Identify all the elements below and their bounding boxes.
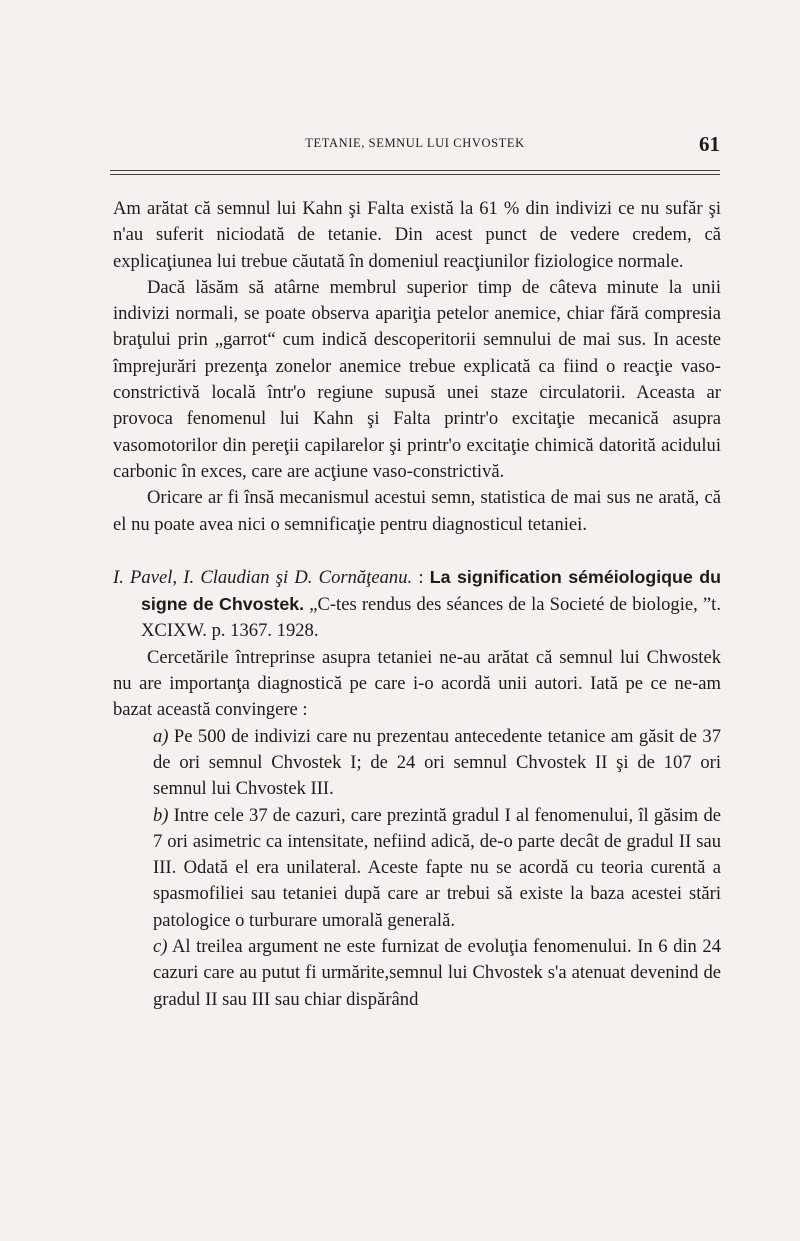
running-title: TETANIE, SEMNUL LUI CHVOSTEK (305, 136, 525, 150)
paragraph: Dacă lăsăm să atârne membrul superior timp de câteva minute la unii indivizi normali, se poate observa apariţia petelor anemice, chiar fără compresia braţului prin „garrot“ cum indică descoperitorii semnului de mai sus. In aceste împrejurări prezenţa zonelor anemice trebue explicată ca fiind o reacţie vaso-constrictivă locală într'o regiune supusă unei staze circulatorii. Aceasta ar provoca fenomenul lui Kahn şi Falta printr'o excitaţie mecanică asupra vasomotorilor din pereţii capilarelor şi printr'o excitaţie chimică datorită acidului carbonic în exces, care are acţiune vaso-constrictivă. (113, 276, 721, 482)
section-gap (113, 538, 721, 564)
bibliographic-reference (113, 564, 721, 645)
list-item (113, 934, 721, 1013)
list-item (113, 803, 721, 934)
body-text (113, 196, 721, 1013)
reference-authors: I. Pavel, I. Claudian şi D. Cornăţeanu. (113, 566, 413, 588)
item-text: Al treilea argument ne este furnizat de evoluţia fenomenului. In 6 din 24 cazuri care au putut fi urmărite,semnul lui Chvostek s'a atenuat devenind de gradul II sau III sau chiar dispărând (153, 936, 721, 1010)
item-label: a) (153, 725, 169, 747)
header-rule-top (110, 170, 720, 171)
item-text: Intre cele 37 de cazuri, care prezintă gradul I al fenomenului, îl găsim de 7 ori asimetric ca intensitate, nefiind adică, de-o parte decât de gradul II sau III. Odată el era unilateral. Aceste fapte nu se acordă cu teoria curentă a spasmofiliei sau tetaniei după care ar trebui să existe la baza acestei stări patologice o turburare umorală generală. (153, 804, 721, 931)
reference-title: La signification séméiologique du signe de Chvostek. (141, 566, 721, 615)
item-text: Pe 500 de indivizi care nu prezentau antecedente tetanice am găsit de 37 de ori semnul Chvostek I; de 24 ori semnul Chvostek II şi de 107 ori semnul lui Chvostek III. (153, 725, 721, 800)
page-number: 61 (699, 132, 720, 156)
paragraph: Cercetările întreprinse asupra tetaniei ne-au arătat că semnul lui Chwostek nu are importanţa diagnostică pe care i-o acordă unii autori. Iată pe ce ne-am bazat această convingere : (113, 646, 721, 721)
paragraph: Oricare ar fi însă mecanismul acestui semn, statistica de mai sus ne arată, că el nu poate avea nici o semnificaţie pentru diagnosticul tetaniei. (113, 487, 721, 535)
item-label: c) (153, 936, 168, 958)
reference-separator: : (412, 566, 430, 588)
running-header (110, 132, 720, 160)
paragraph: Am arătat că semnul lui Kahn şi Falta există la 61 % din indivizi ce nu sufăr şi n'au suferit niciodată de tetanie. Din acest punct de vedere credem, că explicaţiunea lui trebue căutată în domeniul reacţiunilor fiziologice normale. (113, 198, 721, 272)
reference-source: „C-tes rendus des séances de la Societé de biologie, ”t. XCIXW. p. 1367. 1928. (141, 594, 721, 642)
item-label: b) (153, 804, 169, 826)
list-item (113, 724, 721, 803)
header-rule-bottom (110, 174, 720, 175)
